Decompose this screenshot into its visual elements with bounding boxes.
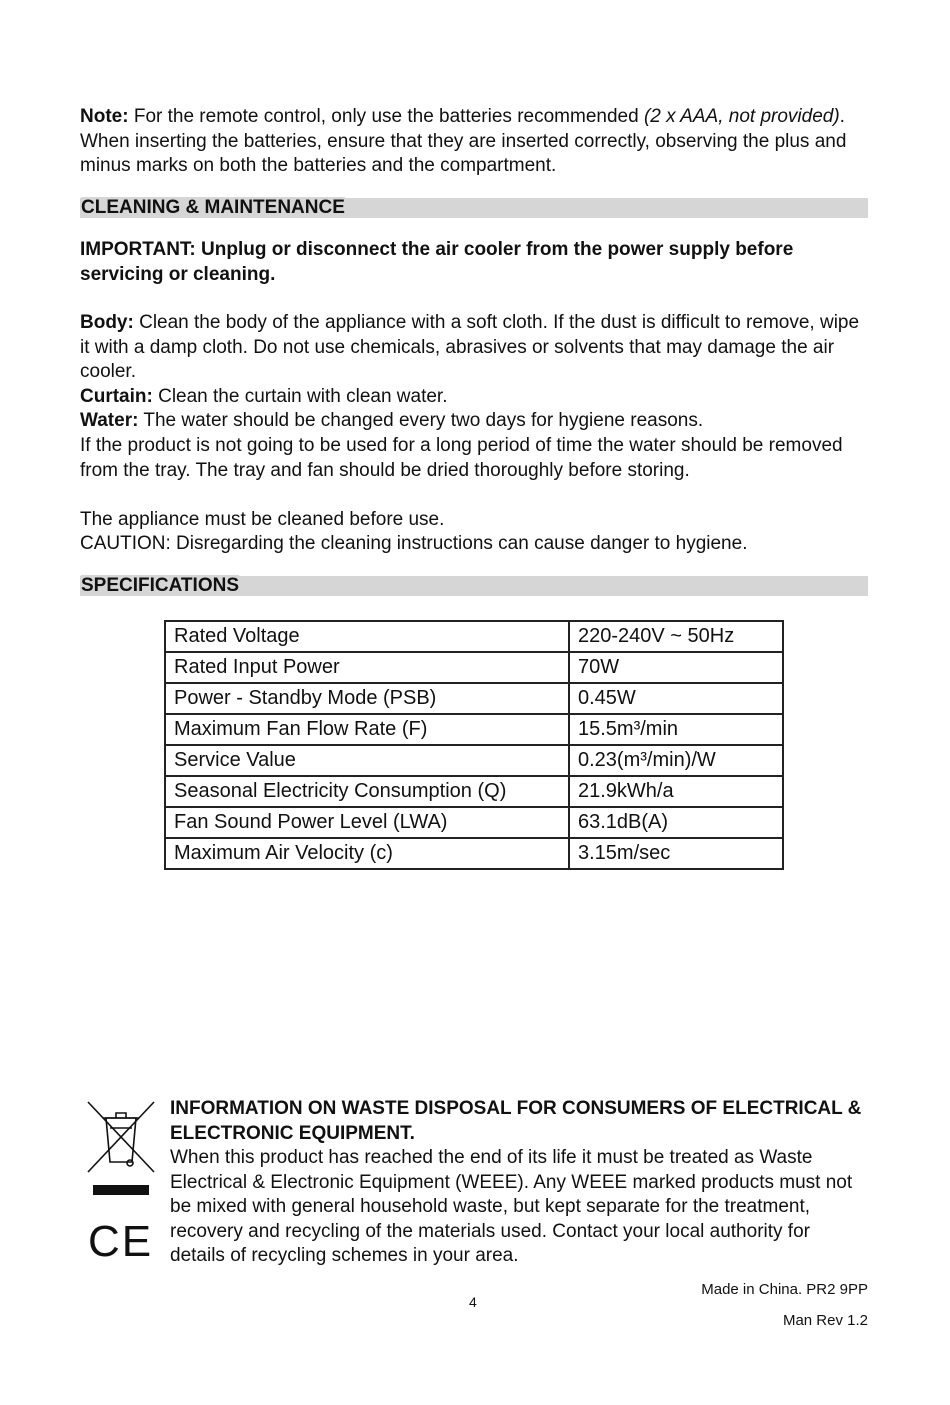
table-row: [165, 714, 783, 745]
table-row: [165, 776, 783, 807]
weee-bar-marker: [93, 1185, 149, 1195]
spec-value: 0.23(m³/min)/W: [569, 745, 783, 776]
storage-text: If the product is not going to be used for a long period of time the water should be removed from the tray. The tray and fan should be dried thoroughly before storing.: [80, 435, 843, 481]
note-text-2: . When inserting the batteries, ensure that they are inserted correctly, observing the plus and minus marks on both the batteries and the compartment.: [80, 106, 847, 176]
water-label: Water:: [80, 410, 139, 431]
spec-label: Rated Voltage: [165, 621, 569, 652]
spec-value: 63.1dB(A): [569, 807, 783, 838]
curtain-label: Curtain:: [80, 386, 153, 407]
body-text: Clean the body of the appliance with a soft cloth. If the dust is difficult to remove, wipe it with a damp cloth. Do not use chemicals, abrasives or solvents that may damage the air cooler.: [80, 312, 860, 382]
specifications-table: [164, 620, 784, 870]
spec-label: Rated Input Power: [165, 652, 569, 683]
note-text-1: For the remote control, only use the batteries recommended: [128, 106, 644, 127]
body-cleaning-text: [80, 311, 870, 385]
made-in-text: Made in China. PR2 9PP: [701, 1281, 868, 1298]
table-row: [165, 745, 783, 776]
note-label: Note:: [80, 106, 129, 127]
water-text: The water should be changed every two days for hygiene reasons.: [138, 410, 704, 431]
caution-text: CAUTION: Disregarding the cleaning instructions can cause danger to hygiene.: [80, 533, 748, 554]
spec-label: Power - Standby Mode (PSB): [165, 683, 569, 714]
curtain-text: Clean the curtain with clean water.: [152, 386, 448, 407]
note-battery-type: (2 x AAA, not provided): [643, 106, 840, 127]
before-use-text: The appliance must be cleaned before use.: [80, 509, 445, 530]
spec-label: Service Value: [165, 745, 569, 776]
body-label: Body:: [80, 312, 134, 333]
spec-label: Maximum Air Velocity (c): [165, 838, 569, 869]
spec-label: Fan Sound Power Level (LWA): [165, 807, 569, 838]
table-row: [165, 807, 783, 838]
spec-label: Seasonal Electricity Consumption (Q): [165, 776, 569, 807]
page-number: 4: [469, 1294, 477, 1310]
spec-value: 3.15m/sec: [569, 838, 783, 869]
weee-heading: INFORMATION ON WASTE DISPOSAL FOR CONSUMERS OF ELECTRICAL & ELECTRONIC EQUIPMENT.: [170, 1098, 862, 1144]
ce-mark-icon: CE: [88, 1217, 154, 1266]
spec-value: 21.9kWh/a: [569, 776, 783, 807]
crossed-out-wheelie-bin-icon: [86, 1100, 156, 1176]
weee-text: When this product has reached the end of its life it must be treated as Waste Electrical & Electronic Equipment (WEEE). Any WEEE marked products must not be mixed with general household waste, but kept separate for the treatment, recovery and recycling of the materials used. Contact your local authority for details of recycling schemes in your area.: [170, 1147, 853, 1266]
table-row: [165, 652, 783, 683]
table-row: [165, 621, 783, 652]
revision-text: Man Rev 1.2: [782, 1312, 868, 1329]
curtain-cleaning-text: [80, 385, 870, 410]
table-row: [165, 838, 783, 869]
water-text-line: [80, 409, 870, 434]
specifications-heading: SPECIFICATIONS: [80, 576, 868, 596]
cleaning-maintenance-heading: CLEANING & MAINTENANCE: [80, 198, 868, 218]
spec-label: Maximum Fan Flow Rate (F): [165, 714, 569, 745]
spec-value: 0.45W: [569, 683, 783, 714]
battery-note: [80, 105, 870, 179]
important-warning: IMPORTANT: Unplug or disconnect the air cooler from the power supply before servicing or cleaning.: [80, 239, 794, 285]
spec-value: 15.5m³/min: [569, 714, 783, 745]
table-row: [165, 683, 783, 714]
spec-value: 70W: [569, 652, 783, 683]
spec-value: 220-240V ~ 50Hz: [569, 621, 783, 652]
